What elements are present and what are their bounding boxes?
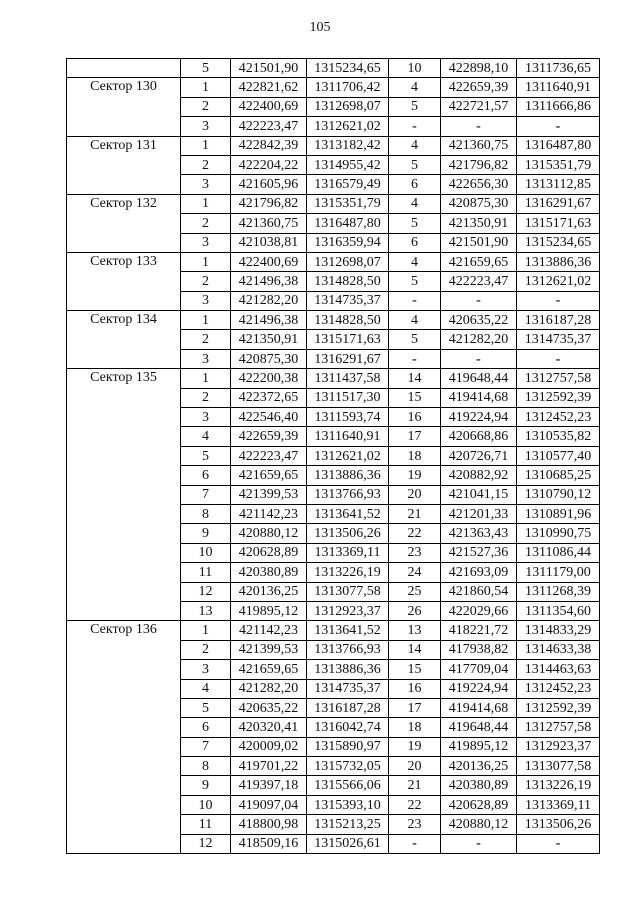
- point-number-cell: 5: [389, 214, 441, 233]
- x-coordinate-cell: 421796,82: [441, 155, 517, 174]
- x-coordinate-cell: 422721,57: [441, 97, 517, 116]
- point-number-cell: 19: [389, 737, 441, 756]
- y-coordinate-cell: 1310790,12: [517, 485, 600, 504]
- y-coordinate-cell: 1312923,37: [307, 601, 389, 620]
- x-coordinate-cell: 419097,04: [231, 795, 307, 814]
- page-number: 105: [309, 20, 331, 35]
- y-coordinate-cell: 1312698,07: [307, 97, 389, 116]
- point-number-cell: 5: [389, 330, 441, 349]
- y-coordinate-cell: 1311736,65: [517, 59, 600, 78]
- point-number-cell: 1: [181, 369, 231, 388]
- x-coordinate-cell: 422200,38: [231, 369, 307, 388]
- y-coordinate-cell: 1315351,79: [307, 194, 389, 213]
- x-coordinate-cell: 421501,90: [231, 59, 307, 78]
- table-row: [67, 252, 600, 271]
- y-coordinate-cell: 1312923,37: [517, 737, 600, 756]
- y-coordinate-cell: 1310577,40: [517, 446, 600, 465]
- x-coordinate-cell: 422029,66: [441, 601, 517, 620]
- x-coordinate-cell: 421142,23: [231, 504, 307, 523]
- y-coordinate-cell: 1315213,25: [307, 815, 389, 834]
- table-row: [67, 194, 600, 213]
- x-coordinate-cell: 419895,12: [231, 601, 307, 620]
- x-coordinate-cell: 421796,82: [231, 194, 307, 213]
- point-number-cell: 12: [181, 834, 231, 853]
- x-coordinate-cell: 422223,47: [231, 446, 307, 465]
- y-coordinate-cell: 1311517,30: [307, 388, 389, 407]
- x-coordinate-cell: 420668,86: [441, 427, 517, 446]
- x-coordinate-cell: 422400,69: [231, 252, 307, 271]
- x-coordinate-cell: 422898,10: [441, 59, 517, 78]
- y-coordinate-cell: 1313369,11: [517, 795, 600, 814]
- y-coordinate-cell: 1313226,19: [307, 563, 389, 582]
- y-coordinate-cell: 1313077,58: [517, 757, 600, 776]
- point-number-cell: 3: [181, 117, 231, 136]
- y-coordinate-cell: 1310535,82: [517, 427, 600, 446]
- sector-name-cell: Сектор 135: [67, 369, 181, 621]
- point-number-cell: 11: [181, 815, 231, 834]
- x-coordinate-cell: 419648,44: [441, 718, 517, 737]
- y-coordinate-cell: 1312757,58: [517, 369, 600, 388]
- x-coordinate-cell: 420320,41: [231, 718, 307, 737]
- point-number-cell: 1: [181, 252, 231, 271]
- point-number-cell: 3: [181, 408, 231, 427]
- x-coordinate-cell: 420726,71: [441, 446, 517, 465]
- y-coordinate-cell: 1313886,36: [517, 252, 600, 271]
- y-coordinate-cell: 1315732,05: [307, 757, 389, 776]
- x-coordinate-cell: 421496,38: [231, 311, 307, 330]
- y-coordinate-cell: 1311706,42: [307, 78, 389, 97]
- point-number-cell: -: [389, 349, 441, 368]
- point-number-cell: 3: [181, 175, 231, 194]
- point-number-cell: 18: [389, 718, 441, 737]
- point-number-cell: 2: [181, 97, 231, 116]
- x-coordinate-cell: 421142,23: [231, 621, 307, 640]
- x-coordinate-cell: 422842,39: [231, 136, 307, 155]
- sector-name-cell: Сектор 132: [67, 194, 181, 252]
- point-number-cell: 19: [389, 466, 441, 485]
- y-coordinate-cell: 1313077,58: [307, 582, 389, 601]
- y-coordinate-cell: 1313766,93: [307, 640, 389, 659]
- y-coordinate-cell: 1315171,63: [517, 214, 600, 233]
- y-coordinate-cell: 1316291,67: [517, 194, 600, 213]
- x-coordinate-cell: -: [441, 834, 517, 853]
- point-number-cell: 1: [181, 621, 231, 640]
- x-coordinate-cell: 421399,53: [231, 640, 307, 659]
- y-coordinate-cell: 1314735,37: [307, 291, 389, 310]
- x-coordinate-cell: 421659,65: [231, 466, 307, 485]
- y-coordinate-cell: -: [517, 349, 600, 368]
- point-number-cell: 10: [389, 59, 441, 78]
- y-coordinate-cell: 1313886,36: [307, 466, 389, 485]
- point-number-cell: 4: [389, 311, 441, 330]
- x-coordinate-cell: 422656,30: [441, 175, 517, 194]
- point-number-cell: 5: [181, 59, 231, 78]
- table-body: [67, 59, 600, 854]
- point-number-cell: 4: [389, 78, 441, 97]
- point-number-cell: 26: [389, 601, 441, 620]
- x-coordinate-cell: 420882,92: [441, 466, 517, 485]
- x-coordinate-cell: 417709,04: [441, 660, 517, 679]
- point-number-cell: 25: [389, 582, 441, 601]
- table-row: [67, 78, 600, 97]
- point-number-cell: 20: [389, 485, 441, 504]
- x-coordinate-cell: -: [441, 291, 517, 310]
- point-number-cell: 18: [389, 446, 441, 465]
- point-number-cell: 2: [181, 388, 231, 407]
- point-number-cell: 17: [389, 427, 441, 446]
- y-coordinate-cell: 1311666,86: [517, 97, 600, 116]
- y-coordinate-cell: 1313112,85: [517, 175, 600, 194]
- x-coordinate-cell: 419648,44: [441, 369, 517, 388]
- x-coordinate-cell: 420875,30: [441, 194, 517, 213]
- point-number-cell: 21: [389, 504, 441, 523]
- table-row: [67, 369, 600, 388]
- x-coordinate-cell: 422223,47: [441, 272, 517, 291]
- point-number-cell: -: [389, 117, 441, 136]
- y-coordinate-cell: 1314633,38: [517, 640, 600, 659]
- point-number-cell: 16: [389, 679, 441, 698]
- x-coordinate-cell: 421501,90: [441, 233, 517, 252]
- y-coordinate-cell: 1312592,39: [517, 698, 600, 717]
- point-number-cell: 10: [181, 543, 231, 562]
- point-number-cell: 15: [389, 660, 441, 679]
- x-coordinate-cell: 419701,22: [231, 757, 307, 776]
- x-coordinate-cell: 419895,12: [441, 737, 517, 756]
- point-number-cell: 5: [389, 155, 441, 174]
- table-row: [67, 136, 600, 155]
- point-number-cell: 2: [181, 330, 231, 349]
- y-coordinate-cell: 1315026,61: [307, 834, 389, 853]
- point-number-cell: -: [389, 834, 441, 853]
- x-coordinate-cell: 422659,39: [441, 78, 517, 97]
- y-coordinate-cell: 1315234,65: [307, 59, 389, 78]
- x-coordinate-cell: 419224,94: [441, 679, 517, 698]
- x-coordinate-cell: 421038,81: [231, 233, 307, 252]
- x-coordinate-cell: 421605,96: [231, 175, 307, 194]
- x-coordinate-cell: 420635,22: [231, 698, 307, 717]
- y-coordinate-cell: 1313369,11: [307, 543, 389, 562]
- y-coordinate-cell: 1311268,39: [517, 582, 600, 601]
- x-coordinate-cell: 418221,72: [441, 621, 517, 640]
- x-coordinate-cell: 421659,65: [231, 660, 307, 679]
- y-coordinate-cell: 1313886,36: [307, 660, 389, 679]
- y-coordinate-cell: 1315566,06: [307, 776, 389, 795]
- y-coordinate-cell: 1314735,37: [307, 679, 389, 698]
- x-coordinate-cell: 420628,89: [441, 795, 517, 814]
- y-coordinate-cell: 1316487,80: [517, 136, 600, 155]
- x-coordinate-cell: 421860,54: [441, 582, 517, 601]
- x-coordinate-cell: 420380,89: [231, 563, 307, 582]
- x-coordinate-cell: 420136,25: [231, 582, 307, 601]
- x-coordinate-cell: 421360,75: [441, 136, 517, 155]
- point-number-cell: 7: [181, 485, 231, 504]
- point-number-cell: 6: [181, 718, 231, 737]
- x-coordinate-cell: 421282,20: [231, 291, 307, 310]
- y-coordinate-cell: 1310891,96: [517, 504, 600, 523]
- y-coordinate-cell: 1315393,10: [307, 795, 389, 814]
- point-number-cell: 16: [389, 408, 441, 427]
- y-coordinate-cell: 1316579,49: [307, 175, 389, 194]
- y-coordinate-cell: 1313766,93: [307, 485, 389, 504]
- y-coordinate-cell: 1311179,00: [517, 563, 600, 582]
- point-number-cell: 4: [181, 427, 231, 446]
- point-number-cell: 23: [389, 815, 441, 834]
- x-coordinate-cell: 419414,68: [441, 698, 517, 717]
- y-coordinate-cell: -: [517, 117, 600, 136]
- x-coordinate-cell: 421399,53: [231, 485, 307, 504]
- x-coordinate-cell: 420880,12: [231, 524, 307, 543]
- point-number-cell: 4: [181, 679, 231, 698]
- y-coordinate-cell: 1313641,52: [307, 621, 389, 640]
- y-coordinate-cell: -: [517, 834, 600, 853]
- x-coordinate-cell: 420009,02: [231, 737, 307, 756]
- x-coordinate-cell: -: [441, 349, 517, 368]
- point-number-cell: 1: [181, 78, 231, 97]
- point-number-cell: 2: [181, 272, 231, 291]
- y-coordinate-cell: 1311086,44: [517, 543, 600, 562]
- x-coordinate-cell: 420380,89: [441, 776, 517, 795]
- table-row: [67, 311, 600, 330]
- point-number-cell: 14: [389, 640, 441, 659]
- point-number-cell: 4: [389, 194, 441, 213]
- y-coordinate-cell: 1316187,28: [517, 311, 600, 330]
- y-coordinate-cell: 1311593,74: [307, 408, 389, 427]
- point-number-cell: 3: [181, 349, 231, 368]
- point-number-cell: 2: [181, 155, 231, 174]
- y-coordinate-cell: 1314463,63: [517, 660, 600, 679]
- x-coordinate-cell: 421527,36: [441, 543, 517, 562]
- point-number-cell: 3: [181, 291, 231, 310]
- point-number-cell: 1: [181, 194, 231, 213]
- point-number-cell: 5: [389, 272, 441, 291]
- x-coordinate-cell: 421693,09: [441, 563, 517, 582]
- y-coordinate-cell: 1313506,26: [307, 524, 389, 543]
- y-coordinate-cell: 1312621,02: [307, 446, 389, 465]
- y-coordinate-cell: 1313226,19: [517, 776, 600, 795]
- y-coordinate-cell: 1314833,29: [517, 621, 600, 640]
- point-number-cell: 3: [181, 660, 231, 679]
- x-coordinate-cell: 422659,39: [231, 427, 307, 446]
- point-number-cell: 3: [181, 233, 231, 252]
- y-coordinate-cell: 1310685,25: [517, 466, 600, 485]
- x-coordinate-cell: 422821,62: [231, 78, 307, 97]
- point-number-cell: 13: [389, 621, 441, 640]
- point-number-cell: 21: [389, 776, 441, 795]
- y-coordinate-cell: 1315234,65: [517, 233, 600, 252]
- point-number-cell: 14: [389, 369, 441, 388]
- y-coordinate-cell: 1312621,02: [517, 272, 600, 291]
- y-coordinate-cell: 1312592,39: [517, 388, 600, 407]
- point-number-cell: 2: [181, 214, 231, 233]
- sector-name-cell: Сектор 131: [67, 136, 181, 194]
- point-number-cell: 15: [389, 388, 441, 407]
- y-coordinate-cell: 1312621,02: [307, 117, 389, 136]
- x-coordinate-cell: 421659,65: [441, 252, 517, 271]
- table-row: [67, 59, 600, 78]
- x-coordinate-cell: 421041,15: [441, 485, 517, 504]
- x-coordinate-cell: 421360,75: [231, 214, 307, 233]
- x-coordinate-cell: 420628,89: [231, 543, 307, 562]
- x-coordinate-cell: 418800,98: [231, 815, 307, 834]
- sector-name-cell: Сектор 130: [67, 78, 181, 136]
- table-row: [67, 621, 600, 640]
- point-number-cell: 22: [389, 795, 441, 814]
- point-number-cell: 4: [389, 252, 441, 271]
- point-number-cell: 10: [181, 795, 231, 814]
- y-coordinate-cell: 1311354,60: [517, 601, 600, 620]
- y-coordinate-cell: 1312452,23: [517, 679, 600, 698]
- point-number-cell: 9: [181, 776, 231, 795]
- x-coordinate-cell: 421201,33: [441, 504, 517, 523]
- x-coordinate-cell: 419397,18: [231, 776, 307, 795]
- point-number-cell: 8: [181, 757, 231, 776]
- x-coordinate-cell: 422204,22: [231, 155, 307, 174]
- y-coordinate-cell: 1313641,52: [307, 504, 389, 523]
- x-coordinate-cell: 417938,82: [441, 640, 517, 659]
- y-coordinate-cell: 1316359,94: [307, 233, 389, 252]
- y-coordinate-cell: 1313506,26: [517, 815, 600, 834]
- sector-name-cell: Сектор 133: [67, 252, 181, 310]
- point-number-cell: 9: [181, 524, 231, 543]
- point-number-cell: 8: [181, 504, 231, 523]
- y-coordinate-cell: 1312698,07: [307, 252, 389, 271]
- x-coordinate-cell: 419414,68: [441, 388, 517, 407]
- x-coordinate-cell: 422223,47: [231, 117, 307, 136]
- point-number-cell: 13: [181, 601, 231, 620]
- x-coordinate-cell: -: [441, 117, 517, 136]
- y-coordinate-cell: 1315351,79: [517, 155, 600, 174]
- x-coordinate-cell: 421363,43: [441, 524, 517, 543]
- x-coordinate-cell: 419224,94: [441, 408, 517, 427]
- x-coordinate-cell: 420880,12: [441, 815, 517, 834]
- sector-name-cell: Сектор 134: [67, 311, 181, 369]
- y-coordinate-cell: 1310990,75: [517, 524, 600, 543]
- y-coordinate-cell: 1315171,63: [307, 330, 389, 349]
- point-number-cell: -: [389, 291, 441, 310]
- sector-name-cell: Сектор 136: [67, 621, 181, 854]
- y-coordinate-cell: 1315890,97: [307, 737, 389, 756]
- x-coordinate-cell: 422372,65: [231, 388, 307, 407]
- point-number-cell: 11: [181, 563, 231, 582]
- y-coordinate-cell: 1311640,91: [517, 78, 600, 97]
- point-number-cell: 12: [181, 582, 231, 601]
- point-number-cell: 1: [181, 136, 231, 155]
- point-number-cell: 7: [181, 737, 231, 756]
- x-coordinate-cell: 421282,20: [231, 679, 307, 698]
- y-coordinate-cell: -: [517, 291, 600, 310]
- point-number-cell: 6: [181, 466, 231, 485]
- y-coordinate-cell: 1311437,58: [307, 369, 389, 388]
- y-coordinate-cell: 1314735,37: [517, 330, 600, 349]
- y-coordinate-cell: 1312757,58: [517, 718, 600, 737]
- x-coordinate-cell: 421350,91: [441, 214, 517, 233]
- coordinates-table: [66, 58, 600, 854]
- point-number-cell: 4: [389, 136, 441, 155]
- point-number-cell: 23: [389, 543, 441, 562]
- x-coordinate-cell: 421350,91: [231, 330, 307, 349]
- point-number-cell: 5: [181, 698, 231, 717]
- y-coordinate-cell: 1316042,74: [307, 718, 389, 737]
- point-number-cell: 5: [181, 446, 231, 465]
- y-coordinate-cell: 1312452,23: [517, 408, 600, 427]
- x-coordinate-cell: 421496,38: [231, 272, 307, 291]
- point-number-cell: 2: [181, 640, 231, 659]
- y-coordinate-cell: 1316187,28: [307, 698, 389, 717]
- x-coordinate-cell: 420875,30: [231, 349, 307, 368]
- x-coordinate-cell: 421282,20: [441, 330, 517, 349]
- y-coordinate-cell: 1311640,91: [307, 427, 389, 446]
- point-number-cell: 17: [389, 698, 441, 717]
- y-coordinate-cell: 1313182,42: [307, 136, 389, 155]
- point-number-cell: 5: [389, 97, 441, 116]
- point-number-cell: 6: [389, 233, 441, 252]
- point-number-cell: 24: [389, 563, 441, 582]
- point-number-cell: 22: [389, 524, 441, 543]
- sector-name-cell: [67, 59, 181, 78]
- y-coordinate-cell: 1316487,80: [307, 214, 389, 233]
- point-number-cell: 6: [389, 175, 441, 194]
- x-coordinate-cell: 422546,40: [231, 408, 307, 427]
- y-coordinate-cell: 1314828,50: [307, 272, 389, 291]
- y-coordinate-cell: 1314828,50: [307, 311, 389, 330]
- point-number-cell: 20: [389, 757, 441, 776]
- point-number-cell: 1: [181, 311, 231, 330]
- x-coordinate-cell: 422400,69: [231, 97, 307, 116]
- y-coordinate-cell: 1316291,67: [307, 349, 389, 368]
- x-coordinate-cell: 420635,22: [441, 311, 517, 330]
- x-coordinate-cell: 420136,25: [441, 757, 517, 776]
- y-coordinate-cell: 1314955,42: [307, 155, 389, 174]
- x-coordinate-cell: 418509,16: [231, 834, 307, 853]
